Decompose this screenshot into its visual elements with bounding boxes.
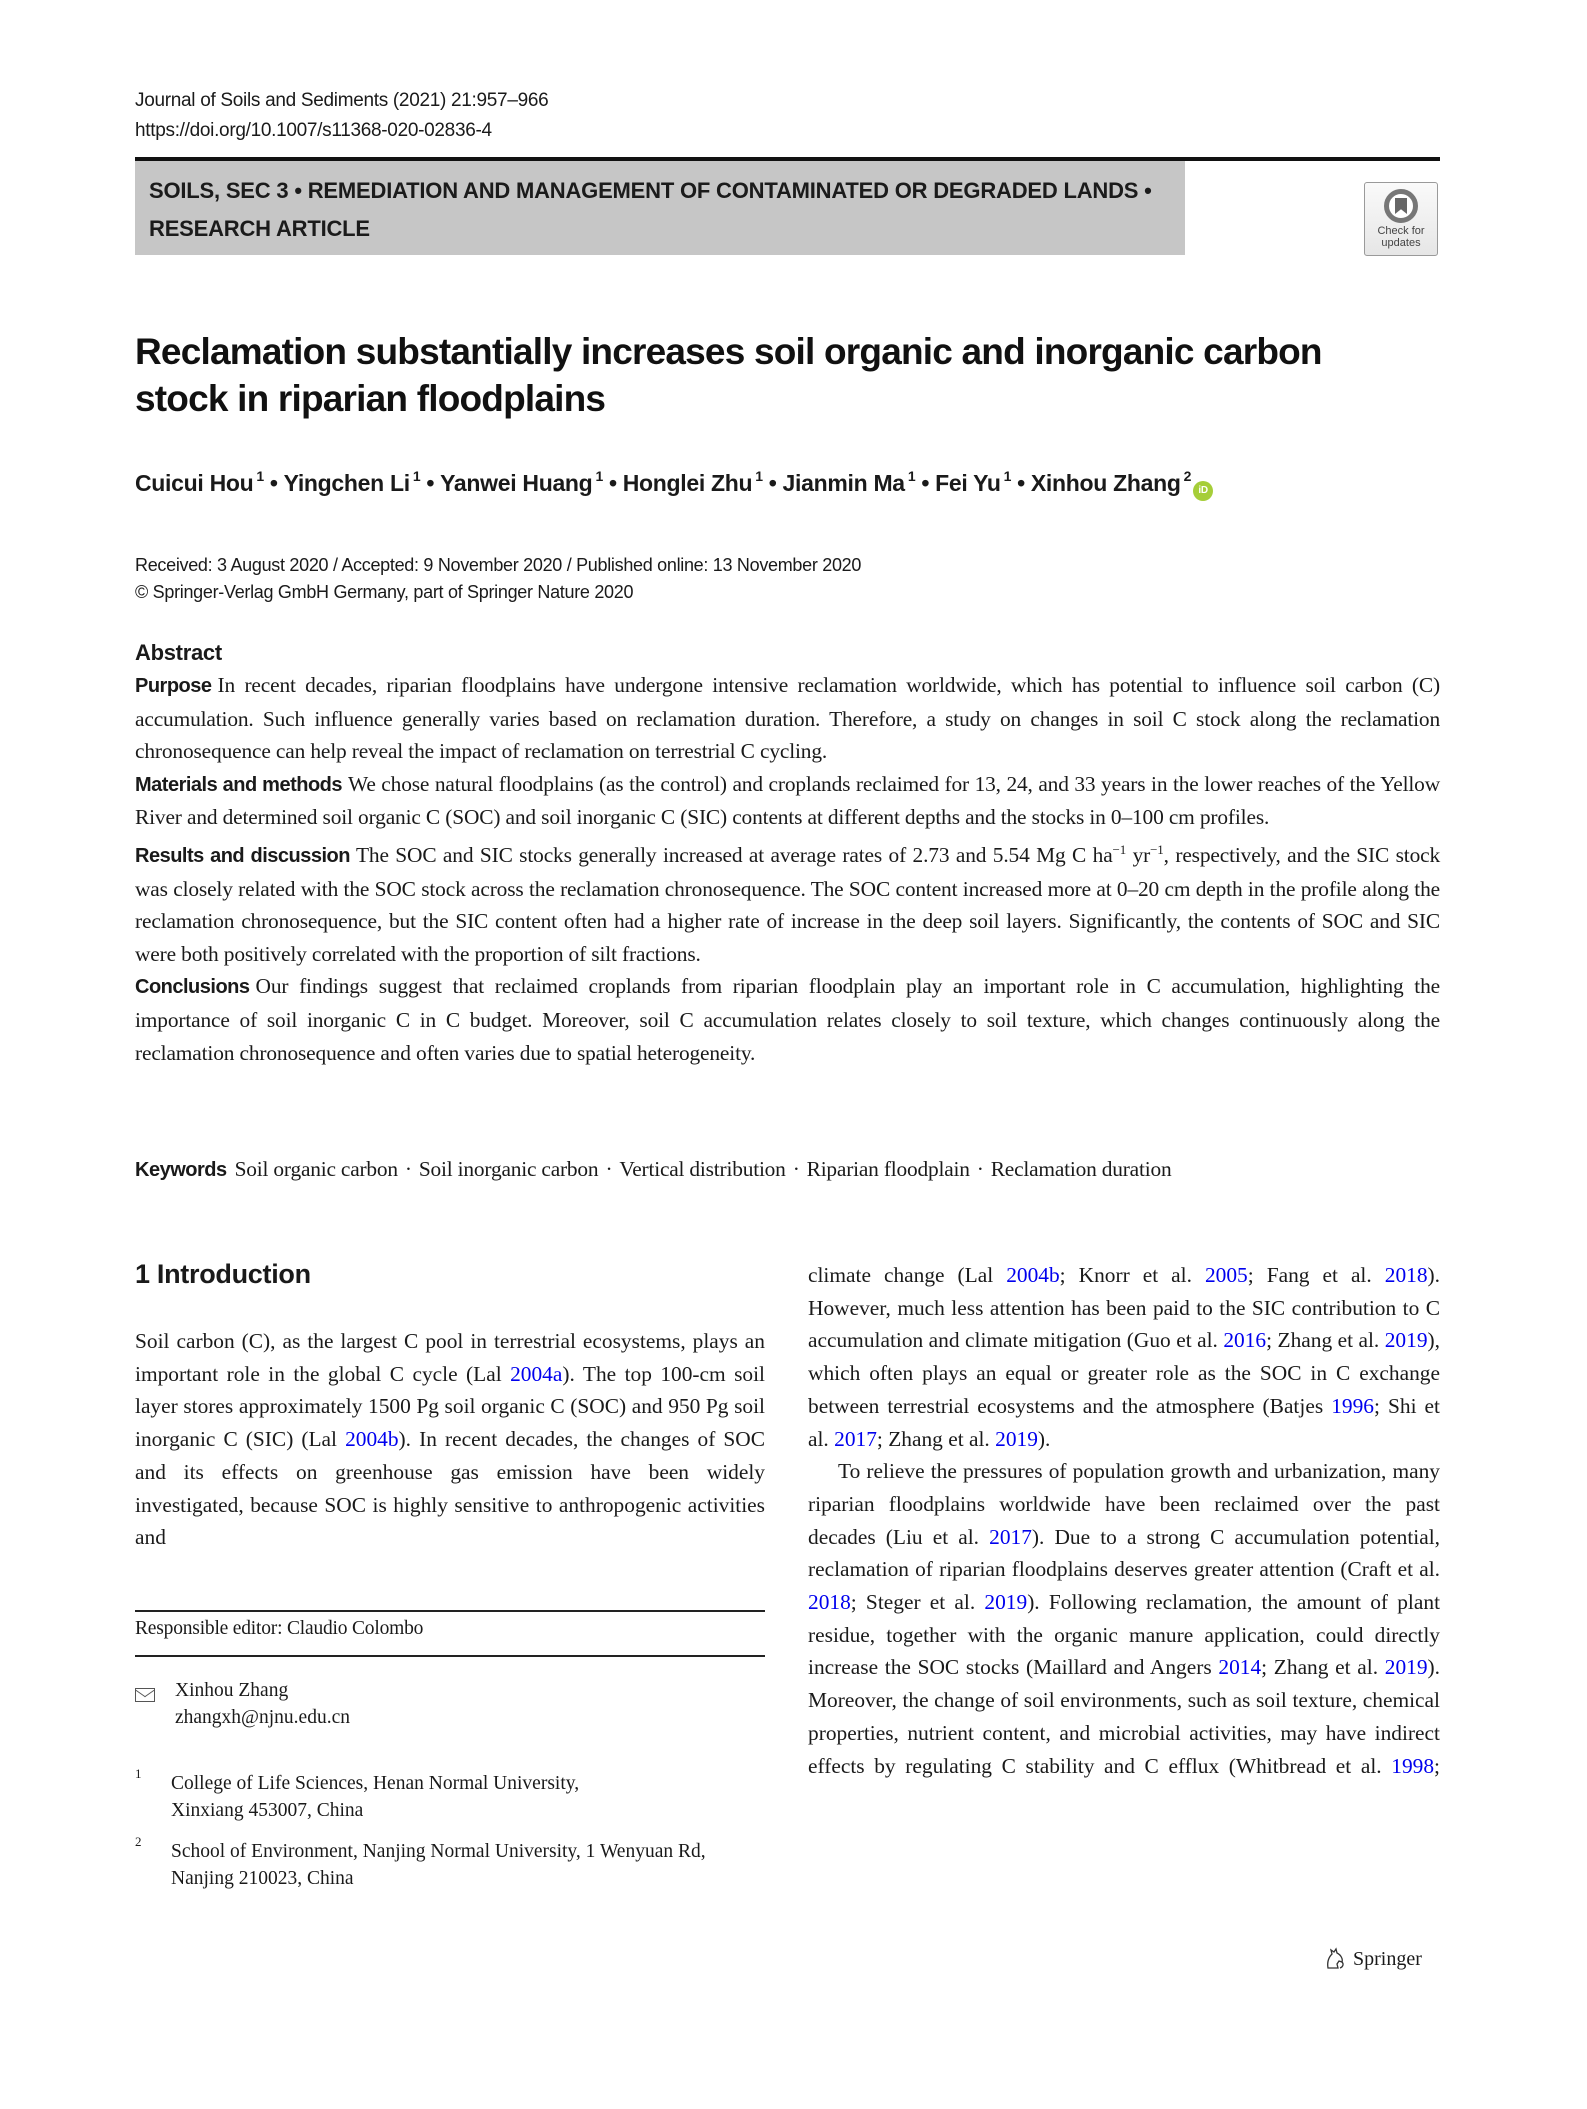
author-separator: •: [768, 470, 777, 496]
keyword: Riparian floodplain: [806, 1157, 970, 1181]
abstract-text: The SOC and SIC stocks generally increased at average rates of 2.73 and 5.54 Mg C ha: [355, 842, 1113, 867]
citation-link[interactable]: 2017: [834, 1426, 877, 1451]
check-updates-label-1: Check for: [1377, 225, 1425, 237]
keyword-separator: ·: [605, 1157, 613, 1181]
body-text: ). Due to a strong C accumulation potential, reclamation of riparian floodplains deserves greater attention (Craft et al.: [808, 1524, 1440, 1582]
citation-link[interactable]: 2016: [1223, 1328, 1267, 1353]
author-name[interactable]: Xinhou Zhang: [1030, 470, 1181, 496]
affiliation-line: Nanjing 210023, China: [171, 1868, 354, 1889]
keyword: Soil inorganic carbon: [418, 1157, 599, 1181]
publication-dates: [135, 552, 861, 606]
keywords-label: Keywords: [135, 1159, 227, 1181]
abstract-text: , respectively, and the SIC stock was closely related with the SOC stock across the reclamation chronosequence. The SOC content increased more at 0–20 cm depth in the profile along the reclamation chronosequence, but the SIC content often had a higher rate of increase in the deep soil layers. Significantly, the contents of SOC and SIC were both positively correlated with the proportion of silt fractions.: [135, 842, 1441, 966]
section-line-1: SOILS, SEC 3 • REMEDIATION AND MANAGEMENT OF CONTAMINATED OR DEGRADED LANDS •: [149, 178, 1152, 203]
author-separator: •: [921, 470, 930, 496]
journal-citation: Journal of Soils and Sediments (2021) 21:957–966: [135, 90, 549, 111]
article-title: [135, 328, 1355, 422]
title-line-2: stock in riparian floodplains: [135, 378, 606, 419]
citation-link[interactable]: 2019: [984, 1590, 1028, 1615]
abstract-purpose: [135, 669, 1440, 768]
abstract: [135, 637, 1440, 1069]
affiliation-number: 2: [135, 1834, 142, 1849]
keyword: Reclamation duration: [990, 1157, 1172, 1181]
citation-link[interactable]: 2018: [1384, 1263, 1428, 1287]
author-separator: •: [426, 470, 435, 496]
body-text: ; Zhang et al.: [1266, 1328, 1385, 1353]
keyword-separator: ·: [404, 1157, 412, 1181]
citation-link[interactable]: 2019: [1384, 1655, 1428, 1680]
keyword-separator: ·: [976, 1157, 984, 1181]
citation-link[interactable]: 2019: [1384, 1328, 1428, 1353]
abstract-label: Purpose: [135, 675, 212, 697]
section-heading-introduction: 1 Introduction: [135, 1259, 311, 1289]
abstract-text: Our findings suggest that reclaimed croplands from riparian floodplain play an important role in C accumulation, highlighting the importance of soil inorganic C in C budget. Moreover, soil C accumulation relates closely to soil texture, which changes continuously along the reclamation chronosequence and often varies due to spatial heterogeneity.: [135, 974, 1440, 1065]
citation-link[interactable]: 2014: [1218, 1655, 1262, 1680]
corresponding-author-name: Xinhou Zhang: [175, 1680, 289, 1701]
abstract-text: yr: [1126, 842, 1151, 867]
body-text: climate change (Lal: [808, 1263, 1007, 1287]
author-affiliation-mark: 1: [755, 468, 763, 484]
citation-link[interactable]: 2005: [1204, 1263, 1248, 1287]
intro-left-column: [135, 1325, 765, 1554]
title-line-1: Reclamation substantially increases soil organic and inorganic carbon: [135, 331, 1322, 372]
affiliation-1: [171, 1770, 579, 1824]
section-banner: [135, 161, 1185, 255]
body-text: ; Zhang et al.: [1261, 1655, 1385, 1680]
body-text: ; Shi et al.: [808, 1393, 1440, 1451]
intro-paragraph: [135, 1325, 765, 1554]
author-separator: •: [608, 470, 617, 496]
superscript: −1: [1150, 841, 1164, 857]
author-affiliation-mark: 2: [1183, 468, 1192, 484]
author-affiliation-mark: 1: [256, 468, 264, 484]
doi-link[interactable]: https://doi.org/10.1007/s11368-020-02836-4: [135, 120, 492, 141]
intro-right-column: [808, 1259, 1440, 1782]
intro-paragraph: [808, 1259, 1440, 1455]
corresponding-author-email[interactable]: zhangxh@njnu.edu.cn: [175, 1707, 350, 1728]
citation-link[interactable]: 1998: [1391, 1753, 1435, 1778]
citation-link[interactable]: 2004a: [510, 1361, 563, 1386]
author-name[interactable]: Yanwei Huang: [440, 470, 593, 496]
publisher-name: Springer: [1353, 1948, 1422, 1970]
citation-link[interactable]: 2017: [989, 1524, 1032, 1549]
body-text: ).: [1037, 1426, 1051, 1451]
footnote-rule: [135, 1655, 765, 1657]
body-text: Soil carbon (C), as the largest C pool in terrestrial ecosystems, plays an important role in the global C cycle (Lal: [135, 1329, 765, 1386]
body-text: ; Fang et al.: [1247, 1263, 1385, 1287]
footnote-rule: [135, 1610, 765, 1612]
abstract-conclusions: [135, 970, 1440, 1069]
responsible-editor: Responsible editor: Claudio Colombo: [135, 1618, 424, 1639]
body-text: ). Moreover, the change of soil environments, such as soil texture, chemical properties, nutrient content, and microbial activities, may have indirect effects by regulating C stability and C efflux (Whitbread et al.: [808, 1655, 1441, 1778]
affiliation-number: 1: [135, 1766, 142, 1781]
keywords: [135, 1157, 1171, 1182]
keyword: Soil organic carbon: [234, 1157, 398, 1181]
abstract-label: Conclusions: [135, 976, 250, 999]
section-line-2: RESEARCH ARTICLE: [149, 216, 370, 241]
affiliation-line: School of Environment, Nanjing Normal University, 1 Wenyuan Rd,: [171, 1841, 706, 1862]
envelope-icon: [135, 1688, 155, 1702]
body-text: ). However, much less attention has been paid to the SIC contribution to C accumulation and climate mitigation (Guo et al.: [808, 1263, 1441, 1353]
author-affiliation-mark: 1: [907, 468, 916, 484]
citation-link[interactable]: 1996: [1331, 1393, 1374, 1418]
journal-info: [135, 86, 548, 146]
author-affiliation-mark: 1: [412, 468, 421, 484]
abstract-methods: [135, 768, 1440, 834]
author-name[interactable]: Honglei Zhu: [622, 470, 753, 496]
author-affiliation-mark: 1: [1003, 468, 1012, 484]
body-text: ), which often plays an equal or greater role as the SOC in C exchange between terrestrial ecosystems and the atmosphere (Batjes: [808, 1328, 1440, 1418]
abstract-label: Materials and methods: [135, 773, 343, 796]
body-text: ). In recent decades, the changes of SOC and its effects on greenhouse gas emission have been widely investigated, because SOC is highly sensitive to anthropogenic activities and: [135, 1427, 765, 1550]
body-text: ; Zhang et al.: [876, 1426, 996, 1451]
springer-logo: [1323, 1946, 1422, 1971]
author-name[interactable]: Jianmin Ma: [782, 470, 905, 496]
keyword-separator: ·: [792, 1157, 800, 1181]
author-name[interactable]: Cuicui Hou: [135, 470, 254, 496]
author-separator: •: [269, 470, 278, 496]
dates-line: Received: 3 August 2020 / Accepted: 9 November 2020 / Published online: 13 November 2020: [135, 555, 862, 575]
crossmark-icon: [1384, 189, 1418, 223]
check-updates-label-2: updates: [1381, 237, 1421, 249]
body-text: ). Following reclamation, the amount of plant residue, together with the organic manure application, could directly increase the SOC stocks (Maillard and Angers: [808, 1590, 1441, 1680]
abstract-heading: Abstract: [135, 640, 222, 665]
body-text: ; Knorr et al.: [1059, 1263, 1205, 1287]
copyright-line: © Springer-Verlag GmbH Germany, part of Springer Nature 2020: [135, 582, 634, 602]
author-list: [135, 468, 1213, 501]
keyword: Vertical distribution: [619, 1157, 786, 1181]
author-name[interactable]: Fei Yu: [935, 470, 1001, 496]
citation-link[interactable]: 2004b: [1006, 1263, 1060, 1287]
body-text: ; Steger et al.: [850, 1590, 985, 1615]
citation-link[interactable]: 2018: [808, 1590, 851, 1615]
body-text: ;: [1434, 1753, 1440, 1778]
abstract-label: Results and discussion: [135, 844, 350, 867]
check-for-updates-button[interactable]: [1364, 182, 1438, 256]
citation-link[interactable]: 2019: [995, 1426, 1038, 1451]
springer-horse-icon: [1323, 1946, 1347, 1970]
superscript: −1: [1112, 841, 1127, 857]
author-name[interactable]: Yingchen Li: [283, 470, 410, 496]
orcid-icon[interactable]: iD: [1193, 481, 1213, 501]
abstract-text: In recent decades, riparian floodplains have undergone intensive reclamation worldwide, which has potential to influence soil carbon (C) accumulation. Such influence generally varies based on reclamation duration. Therefore, a study on changes in soil C stock along the reclamation chronosequence can help reveal the impact of reclamation on terrestrial C cycling.: [135, 673, 1440, 764]
abstract-text: We chose natural floodplains (as the control) and croplands reclaimed for 13, 24, and 33 years in the lower reaches of the Yellow River and determined soil organic C (SOC) and soil inorganic C (SIC) contents at different depths and the stocks in 0–100 cm profiles.: [135, 771, 1441, 830]
author-separator: •: [1017, 470, 1025, 496]
affiliation-2: [171, 1838, 706, 1892]
affiliation-line: College of Life Sciences, Henan Normal University,: [171, 1773, 580, 1794]
intro-paragraph: [808, 1455, 1440, 1782]
author-affiliation-mark: 1: [595, 468, 603, 484]
body-text: ). The top 100-cm soil layer stores approximately 1500 Pg soil organic C (SOC) and 950 Pg soil inorganic C (SIC) (Lal: [135, 1361, 765, 1452]
citation-link[interactable]: 2004b: [345, 1427, 399, 1452]
abstract-results: [135, 834, 1440, 970]
body-text: To relieve the pressures of population growth and urbanization, many riparian floodplains worldwide have been reclaimed over the past decades (Liu et al.: [808, 1459, 1440, 1549]
affiliation-line: Xinxiang 453007, China: [171, 1800, 364, 1821]
